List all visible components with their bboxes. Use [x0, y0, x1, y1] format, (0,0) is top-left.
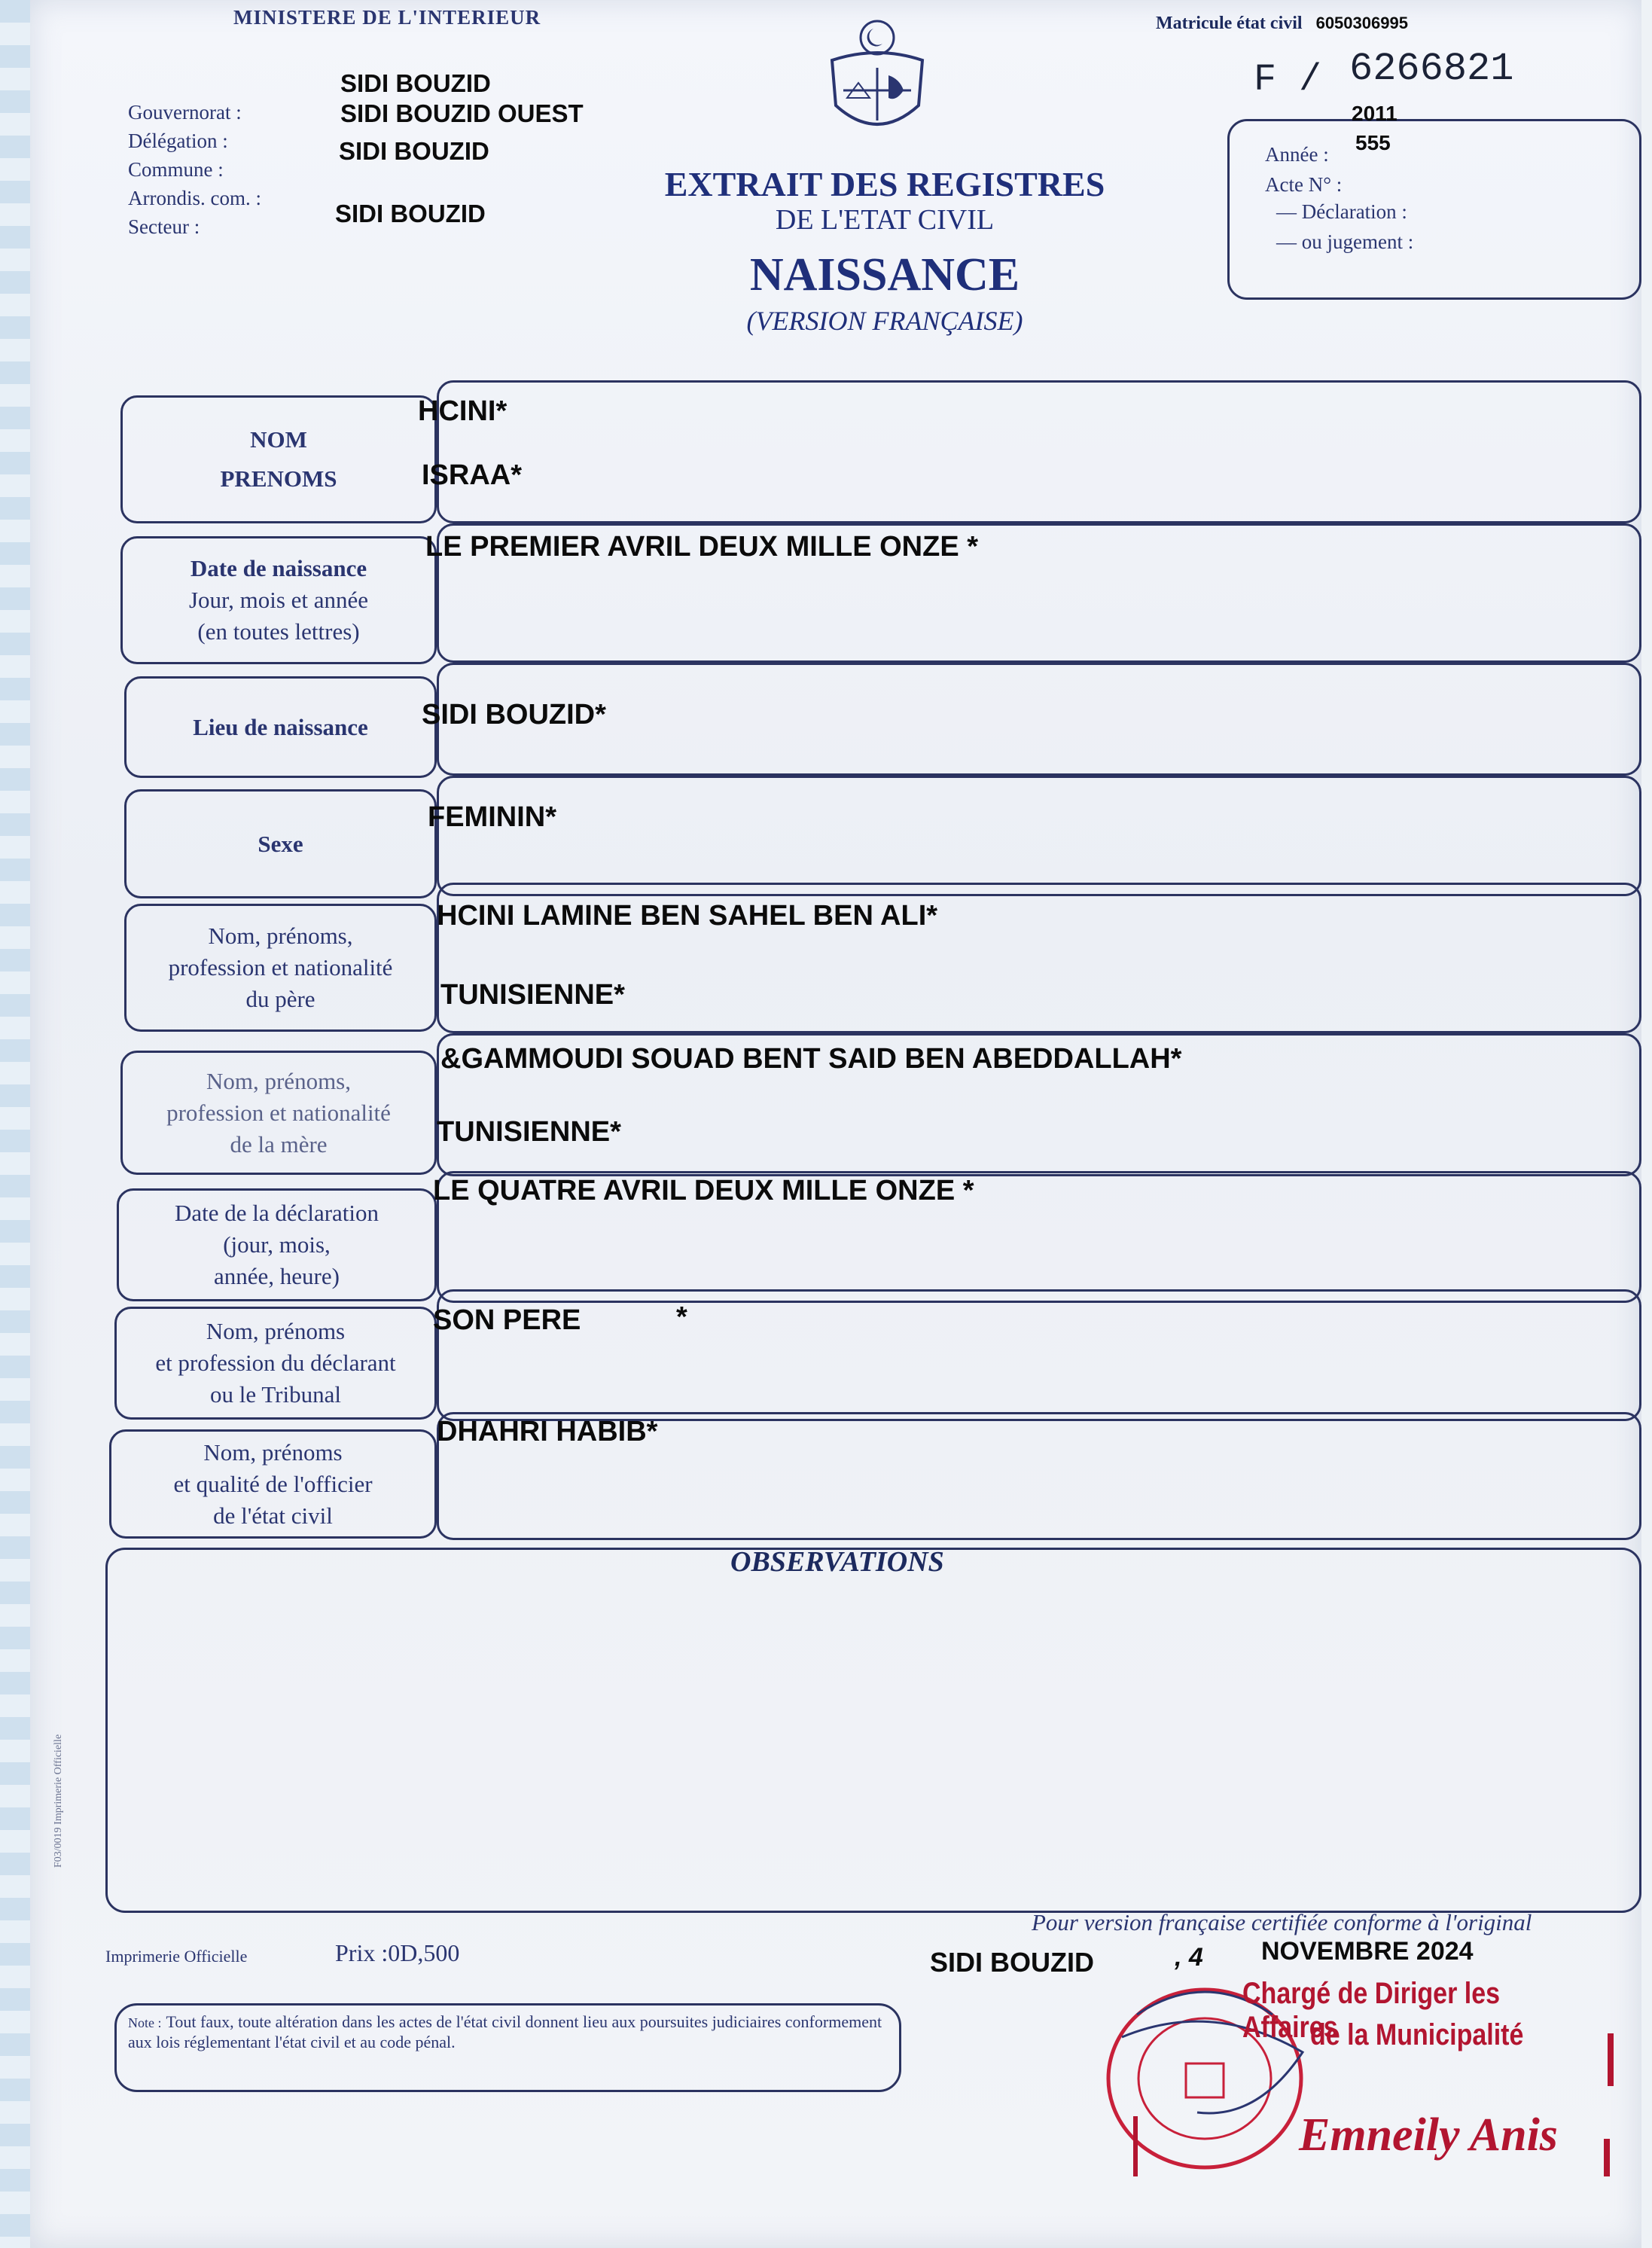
label-declaration [117, 1188, 437, 1301]
label-declarant-2: et profession du déclarant [155, 1350, 396, 1376]
pere-value-1: HCINI LAMINE BEN SAHEL BEN ALI* [437, 900, 938, 932]
sexe-value: FEMININ* [428, 801, 556, 833]
label-declaration-3: année, heure) [214, 1263, 340, 1289]
date-naissance-value: LE PREMIER AVRIL DEUX MILLE ONZE * [425, 531, 979, 563]
title-naissance: NAISSANCE [749, 249, 1020, 300]
label-mere-2: profession et nationalité [166, 1099, 391, 1126]
title-line-2: DE L'ETAT CIVIL [775, 204, 995, 236]
value-lieu-naissance [437, 663, 1641, 776]
ministry-header: MINISTERE DE L'INTERIEUR [233, 6, 541, 29]
mere-value-2: TUNISIENNE* [437, 1116, 621, 1148]
arrondissement-value: SIDI BOUZID [335, 200, 486, 227]
label-arrondissement: Arrondis. com. : [128, 187, 261, 209]
birth-certificate-document [30, 0, 1641, 2248]
label-date-naissance-2: Jour, mois et année [188, 587, 369, 613]
declaration-value: LE QUATRE AVRIL DEUX MILLE ONZE * [433, 1175, 974, 1206]
label-commune: Commune : [128, 158, 224, 181]
value-sexe [437, 776, 1641, 896]
jugement-label: — ou jugement : [1276, 230, 1414, 253]
footer-lieu: SIDI BOUZID [930, 1947, 1095, 1978]
label-lieu-text: Lieu de naissance [193, 713, 368, 740]
acte-label: Acte N° : [1265, 173, 1343, 196]
note-content [128, 2012, 888, 2052]
label-lieu-naissance [124, 676, 437, 778]
label-declarant-3: ou le Tribunal [210, 1381, 341, 1408]
matricule-value: 6050306995 [1315, 14, 1408, 32]
stamp-right-bar [1608, 2033, 1614, 2086]
officier-value: DHAHRI HABIB* [437, 1416, 658, 1447]
nom-value: HCINI* [418, 395, 507, 427]
imprimerie: Imprimerie Officielle [105, 1947, 248, 1966]
reference-number: 6266821 [1349, 47, 1514, 91]
label-date-naissance-3: (en toutes lettres) [197, 618, 360, 645]
side-print-code: F03/0019 Imprimerie Officielle [53, 1734, 64, 1868]
gouvernorat-value: SIDI BOUZID [340, 69, 491, 97]
matricule-label: Matricule état civil [1156, 14, 1303, 33]
mere-value-1: &GAMMOUDI SOUAD BENT SAID BEN ABEDDALLAH* [440, 1043, 1182, 1075]
label-sexe [124, 789, 437, 898]
label-pere [124, 904, 437, 1032]
label-officier-2: et qualité de l'officier [173, 1470, 373, 1497]
label-pere-1: Nom, prénoms, [208, 923, 353, 949]
label-nom-prenoms [120, 395, 437, 523]
stamp-right-bar-lower [1604, 2139, 1610, 2176]
acte-value: 555 [1355, 131, 1391, 154]
note-label: Note : [128, 2015, 162, 2030]
label-pere-3: du père [245, 986, 315, 1012]
label-date-naissance [120, 536, 437, 664]
charge-line-2: de la Municipalité [1310, 2018, 1524, 2051]
admin-labels [128, 98, 261, 241]
label-date-naissance-1: Date de naissance [190, 555, 367, 581]
observations-label: OBSERVATIONS [730, 1546, 944, 1578]
commune-value: SIDI BOUZID [339, 137, 489, 165]
prenoms-value: ISRAA* [422, 459, 523, 491]
label-nom: NOM [250, 426, 307, 453]
matricule [1156, 14, 1408, 34]
value-nom-prenoms [437, 380, 1641, 523]
label-gouvernorat: Gouvernorat : [128, 101, 242, 124]
label-sexe-text: Sexe [258, 830, 303, 857]
annee-label: Année : [1265, 143, 1329, 166]
annee-value: 2011 [1352, 102, 1397, 125]
declarant-star: * [676, 1301, 687, 1333]
observations-box [105, 1548, 1641, 1913]
reference-prefix: F / [1254, 59, 1322, 102]
title-line-1: EXTRAIT DES REGISTRES [664, 165, 1105, 203]
label-secteur: Secteur : [128, 215, 200, 238]
coat-of-arms-emblem [821, 15, 934, 143]
value-declarant [437, 1289, 1641, 1421]
delegation-value: SIDI BOUZID OUEST [340, 99, 584, 127]
label-officier-1: Nom, prénoms [203, 1438, 343, 1466]
label-declarant [114, 1307, 437, 1420]
footer-jour: , 4 [1175, 1943, 1203, 1972]
title-version: (VERSION FRANÇAISE) [746, 306, 1023, 336]
label-declaration-2: (jour, mois, [223, 1231, 331, 1258]
label-mere [120, 1051, 437, 1175]
paper-scalloped-edge [0, 0, 30, 2248]
signature-name: Emneily Anis [1299, 2109, 1558, 2161]
certifiee-text: Pour version française certifiée conforme à l'original [1032, 1909, 1532, 1935]
pere-value-2: TUNISIENNE* [440, 979, 625, 1011]
label-officier [109, 1429, 437, 1539]
label-delegation: Délégation : [128, 130, 228, 152]
label-prenoms: PRENOMS [220, 465, 337, 492]
label-declarant-1: Nom, prénoms [206, 1318, 346, 1344]
footer-mois-annee: NOVEMBRE 2024 [1261, 1937, 1474, 1966]
label-pere-2: profession et nationalité [168, 954, 393, 981]
label-mere-1: Nom, prénoms, [206, 1067, 351, 1094]
stamp-left-bar [1133, 2116, 1138, 2176]
note-text: Tout faux, toute altération dans les actes de l'état civil donnent lieu aux poursuites judiciaires conformement aux lois réglementant l'état civil et au code pénal. [128, 2012, 882, 2051]
label-officier-3: de l'état civil [213, 1502, 333, 1529]
lieu-value: SIDI BOUZID* [422, 699, 606, 731]
declaration-label: — Déclaration : [1276, 200, 1407, 223]
prix: Prix :0D,500 [335, 1939, 460, 1966]
declarant-value: SON PERE [433, 1304, 581, 1336]
charge-line-1: Chargé de Diriger les Affaires [1242, 1977, 1501, 2044]
label-mere-3: de la mère [230, 1130, 328, 1158]
label-declaration-1: Date de la déclaration [174, 1200, 379, 1226]
